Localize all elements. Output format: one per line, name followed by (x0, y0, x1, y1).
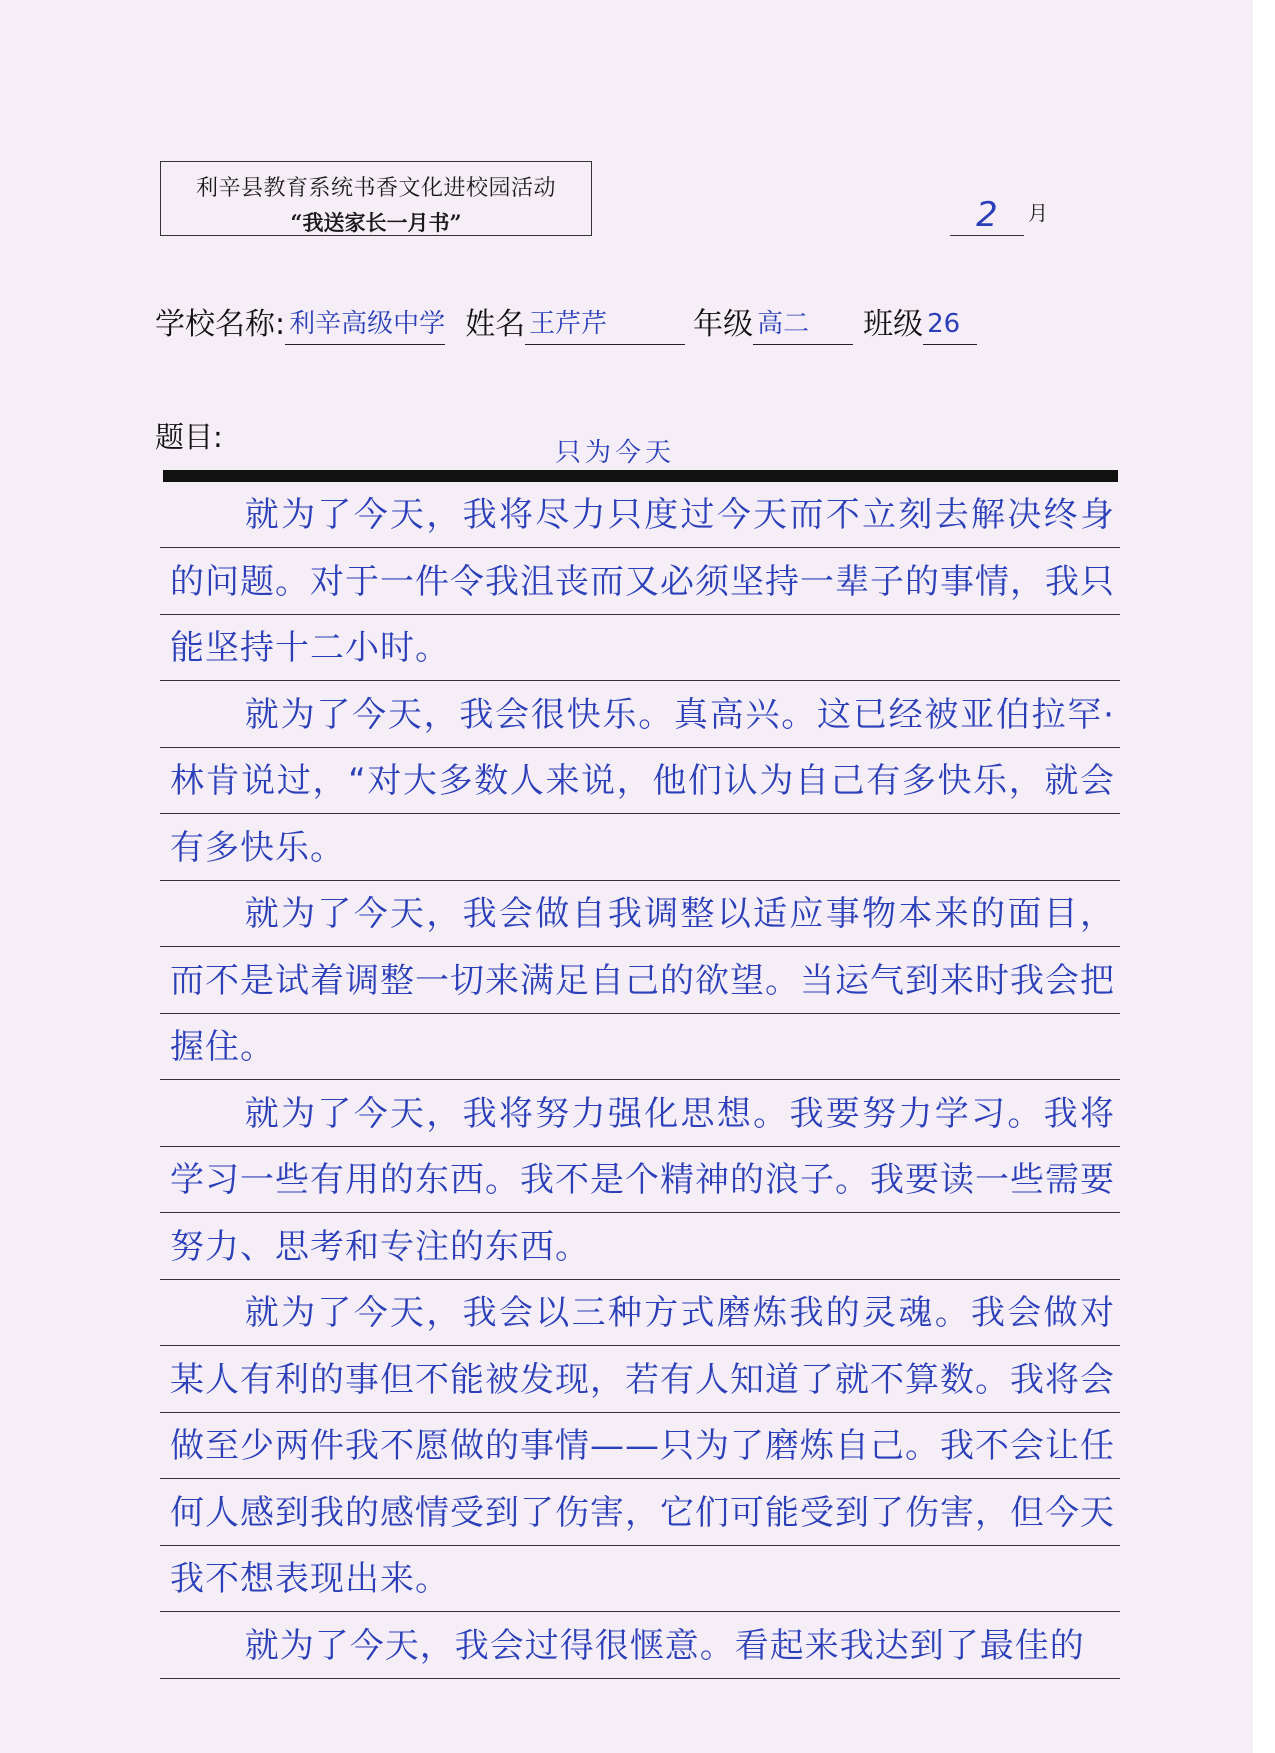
topic-label: 题目: (155, 420, 223, 454)
class-label: 班级 (863, 307, 924, 342)
sheet-edge (1253, 0, 1275, 1753)
essay-paragraph: 就为了今天，我会过得很惬意。看起来我达到了最佳的 (244, 1625, 1085, 1666)
name-label: 姓名 (465, 307, 526, 342)
activity-subtitle: “我送家长一月书” (290, 210, 462, 235)
month-value: 2 (950, 195, 1024, 236)
school-value: 利辛高级中学 (285, 304, 445, 345)
activity-title: 利辛县教育系统书香文化进校园活动 (195, 176, 556, 201)
school-label: 学校名称: (155, 307, 286, 342)
class-value: 26 (923, 304, 977, 345)
topic-title: 只为今天 (555, 438, 676, 468)
grade-value: 高二 (753, 304, 853, 345)
essay-paragraph: 就为了今天，我会以三种方式磨炼我的灵魂。我会做对某人有利的事但不能被发现，若有人知道了就不算数。我将会做至少两件我不愿做的事情——只为了磨炼自己。我不会让任何人感到我的感情受到了伤害，它们可能受到了伤害，但今天我不想表现出来。 (170, 1293, 1115, 1599)
name-value: 王芹芹 (525, 304, 685, 345)
essay-paragraph: 就为了今天，我将努力强化思想。我要努力学习。我将学习一些有用的东西。我不是个精神的浪子。我要读一些需要努力、思考和专注的东西。 (170, 1093, 1115, 1267)
essay-paragraph: 就为了今天，我将尽力只度过今天而不立刻去解决终身的问题。对于一件令我沮丧而又必须坚持一辈子的事情，我只能坚持十二小时。 (170, 495, 1115, 668)
essay-body (170, 482, 1115, 1679)
month-unit: 月 (1028, 201, 1048, 225)
essay-paragraph: 就为了今天，我会做自我调整以适应事物本来的面目，而不是试着调整一切来满足自己的欲望。当运气到来时我会把握住。 (170, 894, 1115, 1067)
essay-paragraph: 就为了今天，我会很快乐。真高兴。这已经被亚伯拉罕·林肯说过，“对大多数人来说，他们认为自己有多快乐，就会有多快乐。 (170, 694, 1115, 868)
grade-label: 年级 (693, 307, 754, 342)
